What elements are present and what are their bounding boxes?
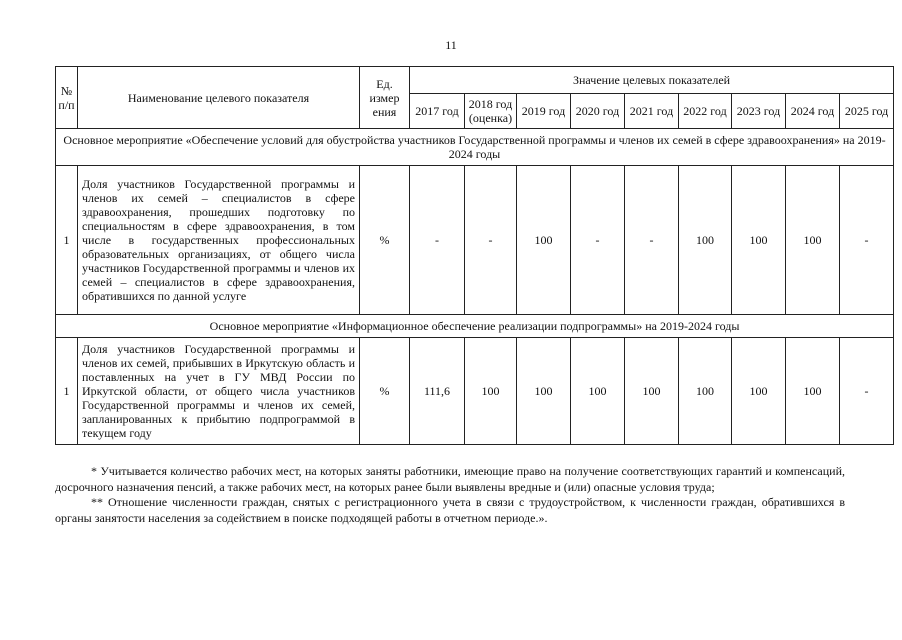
header-num: № п/п: [56, 67, 78, 129]
header-year: 2019 год: [517, 94, 571, 129]
value-cell: 100: [625, 338, 679, 445]
value-cell: -: [465, 166, 517, 315]
value-cell: 100: [571, 338, 625, 445]
header-unit: Ед. измер ения: [360, 67, 410, 129]
row-num: 1: [56, 338, 78, 445]
unit-cell: %: [360, 166, 410, 315]
header-name: Наименование целевого показателя: [78, 67, 360, 129]
section-title: Основное мероприятие «Обеспечение условий для обустройства участников Государственной программы и членов их семей в сфере здравоохранения» на 2019-2024 годы: [56, 129, 894, 166]
footnote: * Учитывается количество рабочих мест, на которых заняты работники, имеющие право на получение соответствующих гарантий и компенсаций, досрочного назначения пенсий, а также рабочих мест, на которых ранее были выявлены вредные и (или) опасные условия труда;: [55, 464, 845, 494]
page-number: 11: [445, 38, 457, 52]
value-cell: -: [840, 166, 894, 315]
value-cell: 100: [786, 338, 840, 445]
header-year: 2020 год: [571, 94, 625, 129]
footnotes: [55, 464, 845, 526]
header-year: 2018 год (оценка): [465, 94, 517, 129]
value-cell: -: [571, 166, 625, 315]
target-indicators-table: [55, 66, 894, 445]
value-cell: 100: [465, 338, 517, 445]
header-year: 2022 год: [679, 94, 732, 129]
header-values-group: Значение целевых показателей: [410, 67, 894, 94]
indicator-name: Доля участников Государственной программы и членов их семей – специалистов в сфере здравоохранения, прошедших подготовку по специальностям в сфере здравоохранения, в том числе в государственных профессиональных образовательных организациях, от общего числа участников Государственной программы и членов их семей – специалистов в сфере здравоохранения, обратившихся по данной услуге: [78, 166, 360, 315]
value-cell: 111,6: [410, 338, 465, 445]
header-year: 2024 год: [786, 94, 840, 129]
unit-cell: %: [360, 338, 410, 445]
value-cell: 100: [517, 338, 571, 445]
value-cell: 100: [679, 338, 732, 445]
value-cell: 100: [732, 166, 786, 315]
row-num: 1: [56, 166, 78, 315]
indicator-name: Доля участников Государственной программы и членов их семей, прибывших в Иркутскую область и поставленных на учет в ГУ МВД России по Иркутской области, от общего числа участников Государственной программы и членов их семей, запланированных к прибытию подпрограммой в текущем году: [78, 338, 360, 445]
footnote: ** Отношение численности граждан, снятых с регистрационного учета в связи с трудоустройством, к численности граждан, обратившихся в органы занятости населения за содействием в поиске подходящей работы в отчетном периоде.».: [55, 495, 845, 525]
header-year: 2021 год: [625, 94, 679, 129]
value-cell: 100: [517, 166, 571, 315]
value-cell: 100: [732, 338, 786, 445]
value-cell: 100: [786, 166, 840, 315]
value-cell: -: [840, 338, 894, 445]
value-cell: -: [625, 166, 679, 315]
header-year: 2023 год: [732, 94, 786, 129]
value-cell: -: [410, 166, 465, 315]
section-title: Основное мероприятие «Информационное обеспечение реализации подпрограммы» на 2019-2024 годы: [56, 315, 894, 338]
value-cell: 100: [679, 166, 732, 315]
header-year: 2025 год: [840, 94, 894, 129]
header-year: 2017 год: [410, 94, 465, 129]
